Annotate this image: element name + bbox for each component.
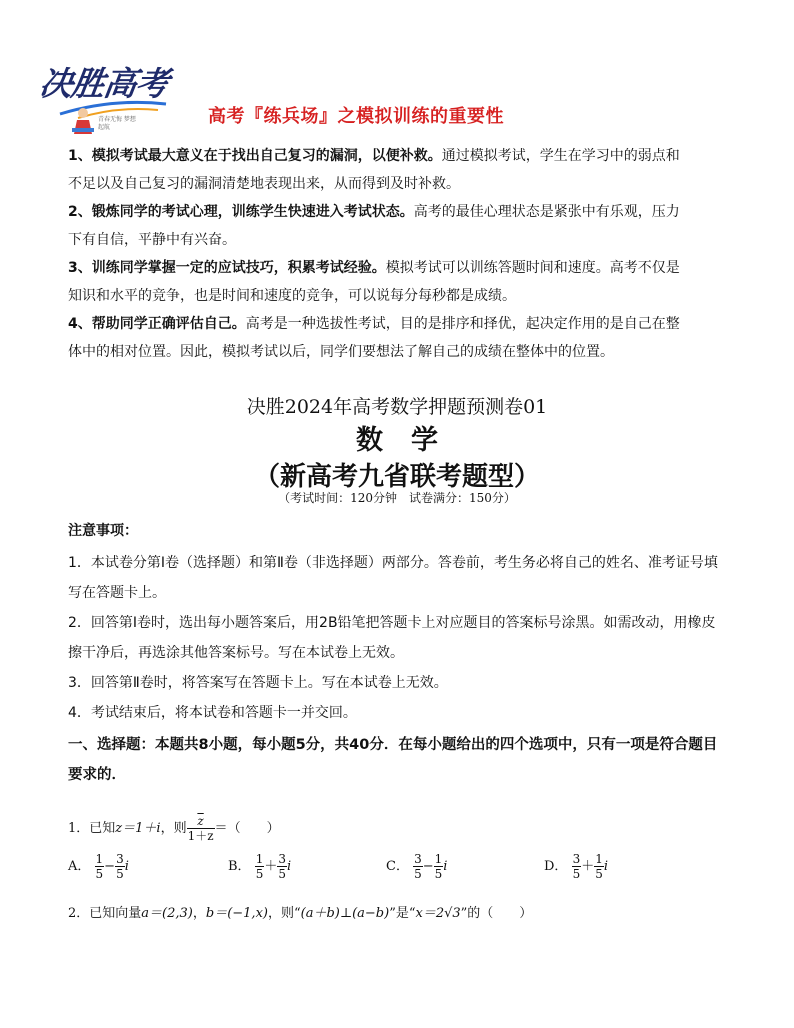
- q1-prefix: 1．已知: [68, 821, 116, 836]
- q1-blank: （ ）: [227, 821, 280, 836]
- option-unit: i: [124, 859, 129, 874]
- q2-mid: ，则“: [267, 906, 301, 921]
- q2-condition2: x＝2√3: [415, 906, 461, 921]
- option-label: A．: [68, 859, 91, 874]
- intro-paragraph-1: [68, 142, 688, 198]
- option-a: [68, 852, 129, 881]
- intro-lead: 4、帮助同学正确评估自己。: [68, 316, 246, 332]
- frac-num: 1: [255, 852, 264, 866]
- logo-caption: 青春无悔 梦想起航: [98, 116, 136, 131]
- option-label: C．: [386, 859, 409, 874]
- option-unit: i: [443, 859, 448, 874]
- intro-body: 高考的最佳心理状态是紧张中有乐观，压力下有自信，平静中有兴奋。: [68, 204, 680, 248]
- frac-den: 5: [414, 867, 422, 881]
- intro-lead: 3、训练同学掌握一定的应试技巧，积累考试经验。: [68, 260, 386, 276]
- section-heading: 一、选择题：本题共8小题，每小题5分，共40分．在每小题给出的四个选项中，只有一项是符合题目要求的．: [68, 737, 718, 783]
- intro-paragraph-2: [68, 198, 688, 254]
- frac-den: 5: [116, 867, 124, 881]
- note-item: 2．回答第Ⅰ卷时，选出每小题答案后，用2B铅笔把答题卡上对应题目的答案标号涂黑。如需改动，用橡皮擦干净后，再选涂其他答案标号。写在本试卷上无效。: [68, 615, 716, 661]
- frac-den: 5: [434, 867, 443, 881]
- option-fraction: [572, 852, 582, 881]
- frac-num: 3: [414, 852, 422, 866]
- option-sign: ＋: [264, 859, 278, 874]
- q2-sep: ，: [192, 906, 206, 921]
- q2-vector-a: a＝(2,3): [141, 906, 193, 921]
- option-fraction: [95, 852, 105, 881]
- frac-num: 3: [572, 852, 581, 866]
- frac-den: 5: [278, 867, 286, 881]
- option-unit: i: [603, 859, 609, 874]
- option-fraction: [594, 852, 604, 881]
- frac-num: 1: [595, 852, 603, 866]
- q1-equals: ＝: [214, 821, 228, 836]
- frac-den: 5: [595, 867, 603, 881]
- exam-variant: （新高考九省联考题型）: [253, 462, 540, 492]
- frac-den: 5: [572, 867, 581, 881]
- notes-heading: 注意事项：: [68, 523, 138, 539]
- frac-num: 3: [278, 852, 286, 866]
- note-item: 1．本试卷分第Ⅰ卷（选择题）和第Ⅱ卷（非选择题）两部分。答卷前，考生务必将自己的姓名、准考证号填写在答题卡上。: [68, 555, 718, 601]
- option-fraction: [255, 852, 265, 881]
- logo-text: 决胜高考: [36, 64, 171, 103]
- frac-num: 3: [116, 852, 124, 866]
- question-1: [68, 814, 280, 843]
- q2-condition: (a＋b)⊥(a−b): [300, 906, 390, 921]
- option-sign: −: [104, 859, 116, 874]
- intro-paragraph-3: [68, 254, 688, 310]
- note-item: 4．考试结束后，将本试卷和答题卡一并交回。: [68, 705, 357, 721]
- intro-paragraph-4: [68, 310, 688, 366]
- option-fraction: [115, 852, 125, 881]
- q2-tail: ”的（ ）: [460, 906, 533, 921]
- option-label: B．: [228, 859, 251, 874]
- q1-mid: ，则: [160, 821, 187, 836]
- option-b: [228, 852, 291, 881]
- option-label: D．: [544, 859, 568, 874]
- frac-den: 5: [95, 867, 104, 881]
- student-figure-icon: [70, 106, 96, 136]
- headline: 高考『练兵场』之模拟训练的重要性: [208, 106, 504, 127]
- intro-lead: 2、锻炼同学的考试心理，训练学生快速进入考试状态。: [68, 204, 414, 220]
- option-c: [386, 852, 447, 881]
- subject-title: 数学: [356, 425, 466, 456]
- option-unit: i: [287, 859, 292, 874]
- q1-numerator: $\overline{z}$: [187, 814, 215, 829]
- intro-body: 通过模拟考试，学生在学习中的弱点和不足以及自己复习的漏洞清楚地表现出来，从而得到及时补救。: [68, 148, 680, 192]
- exam-meta: （考试时间：120分钟 试卷满分：150分）: [278, 491, 516, 505]
- intro-lead: 1、模拟考试最大意义在于找出自己复习的漏洞，以便补救。: [68, 148, 442, 164]
- q2-mid2: ”是“: [389, 906, 416, 921]
- frac-den: 5: [255, 867, 264, 881]
- q2-vector-b: b＝(−1,x): [205, 906, 268, 921]
- frac-num: 1: [95, 852, 104, 866]
- q1-condition: z＝1＋i: [115, 821, 161, 836]
- option-sign: ＋: [581, 859, 595, 874]
- q1-fraction: [187, 814, 215, 843]
- q2-prefix: 2．已知向量: [68, 906, 142, 921]
- intro-body: 模拟考试可以训练答题时间和速度。高考不仅是知识和水平的竞争，也是时间和速度的竞争，可以说每分每秒都是成绩。: [68, 260, 680, 304]
- option-fraction: [434, 852, 444, 881]
- frac-num: 1: [434, 852, 443, 866]
- logo: [36, 58, 171, 140]
- option-fraction: [277, 852, 287, 881]
- exam-title: 决胜2024年高考数学押题预测卷01: [246, 396, 548, 418]
- option-d: [544, 852, 608, 881]
- note-item: 3．回答第Ⅱ卷时，将答案写在答题卡上。写在本试卷上无效。: [68, 675, 448, 691]
- option-sign: −: [422, 859, 434, 874]
- q1-denominator: 1＋z: [187, 829, 214, 843]
- question-2: [68, 902, 532, 921]
- option-fraction: [413, 852, 423, 881]
- intro-body: 高考是一种选拔性考试，目的是排序和择优，起决定作用的是自己在整体中的相对位置。因此，模拟考试以后，同学们要想法了解自己的成绩在整体中的位置。: [68, 316, 680, 360]
